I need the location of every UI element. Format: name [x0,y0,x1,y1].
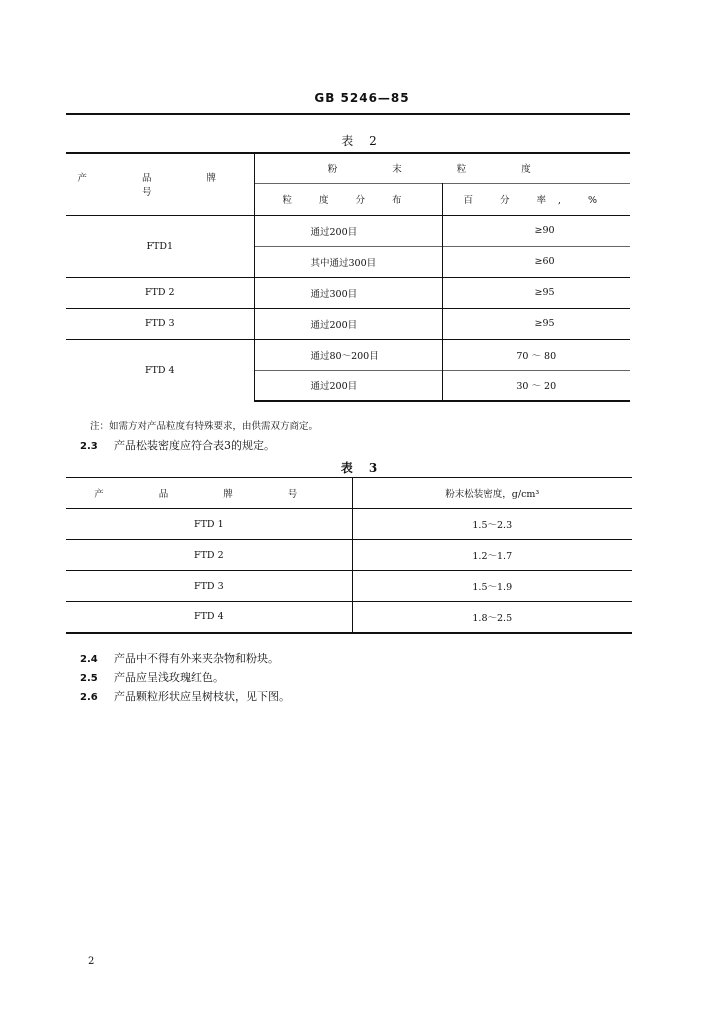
table2-col-group: 粉 末 粒 度 [254,153,630,183]
clause-text: 产品颗粒形状应呈树枝状，见下图。 [114,690,290,703]
clause-2-5 [80,669,224,685]
table2-col-product: 产 品 牌 号 [66,153,254,215]
table2-header-row [66,153,630,183]
clause-text: 产品中不得有外来夹杂物和粉块。 [114,652,279,665]
table3 [66,477,632,634]
clause-2-3 [80,437,275,453]
header-rule [66,113,630,115]
table2-pct-cell: ≥95 [442,277,630,308]
table3-density-cell: 1.5～2.3 [352,509,632,540]
table2-product-cell: FTD1 [66,215,254,277]
table2-dist-cell: 通过300目 [254,277,442,308]
table3-header-row [66,478,632,509]
table3-product-cell: FTD 1 [66,509,352,540]
clause-number: 2.4 [80,654,98,665]
table2-title: 表 2 [341,134,383,148]
clause-number: 2.5 [80,673,98,684]
table2-note: 注：如需方对产品粒度有特殊要求，由供需双方商定。 [90,421,319,432]
table-row [66,571,632,602]
clause-2-6 [80,688,290,704]
table3-density-cell: 1.8～2.5 [352,602,632,633]
table3-density-cell: 1.5～1.9 [352,571,632,602]
table-row [66,509,632,540]
page-number: 2 [88,956,95,967]
table3-product-cell: FTD 2 [66,540,352,571]
table2-dist-cell: 通过200目 [254,215,442,246]
table2-col-pct: 百 分 率, % [442,183,630,215]
table-row [66,602,632,633]
table2-dist-cell: 通过200目 [254,308,442,339]
table3-product-cell: FTD 4 [66,602,352,633]
table2-dist-cell: 其中通过300目 [254,246,442,277]
table2-product-cell: FTD 4 [66,339,254,401]
clause-number: 2.6 [80,692,98,703]
table-row [66,308,630,339]
clause-text: 产品松装密度应符合表3的规定。 [114,439,275,452]
table3-density-cell: 1.2～1.7 [352,540,632,571]
table2 [66,152,630,402]
table2-pct-cell: 30 ～ 20 [442,370,630,401]
table-row [66,277,630,308]
standard-number: GB 5246—85 [314,91,410,105]
table-row [66,215,630,246]
table2-pct-cell: 70 ～ 80 [442,339,630,370]
clause-2-4 [80,650,279,666]
table3-product-cell: FTD 3 [66,571,352,602]
table3-col-density: 粉末松装密度，g/cm³ [352,478,632,509]
clause-number: 2.3 [80,441,98,452]
table2-pct-cell: ≥60 [442,246,630,277]
table2-product-cell: FTD 2 [66,277,254,308]
table-row [66,540,632,571]
table2-dist-cell: 通过200目 [254,370,442,401]
table2-dist-cell: 通过80～200目 [254,339,442,370]
table2-col-dist: 粒 度 分 布 [254,183,442,215]
clause-text: 产品应呈浅玫瑰红色。 [114,671,224,684]
table-row [66,339,630,370]
table2-pct-cell: ≥95 [442,308,630,339]
table3-col-product: 产 品 牌 号 [66,478,352,509]
table3-title: 表 3 [340,461,384,475]
table2-pct-cell: ≥90 [442,215,630,246]
table2-product-cell: FTD 3 [66,308,254,339]
